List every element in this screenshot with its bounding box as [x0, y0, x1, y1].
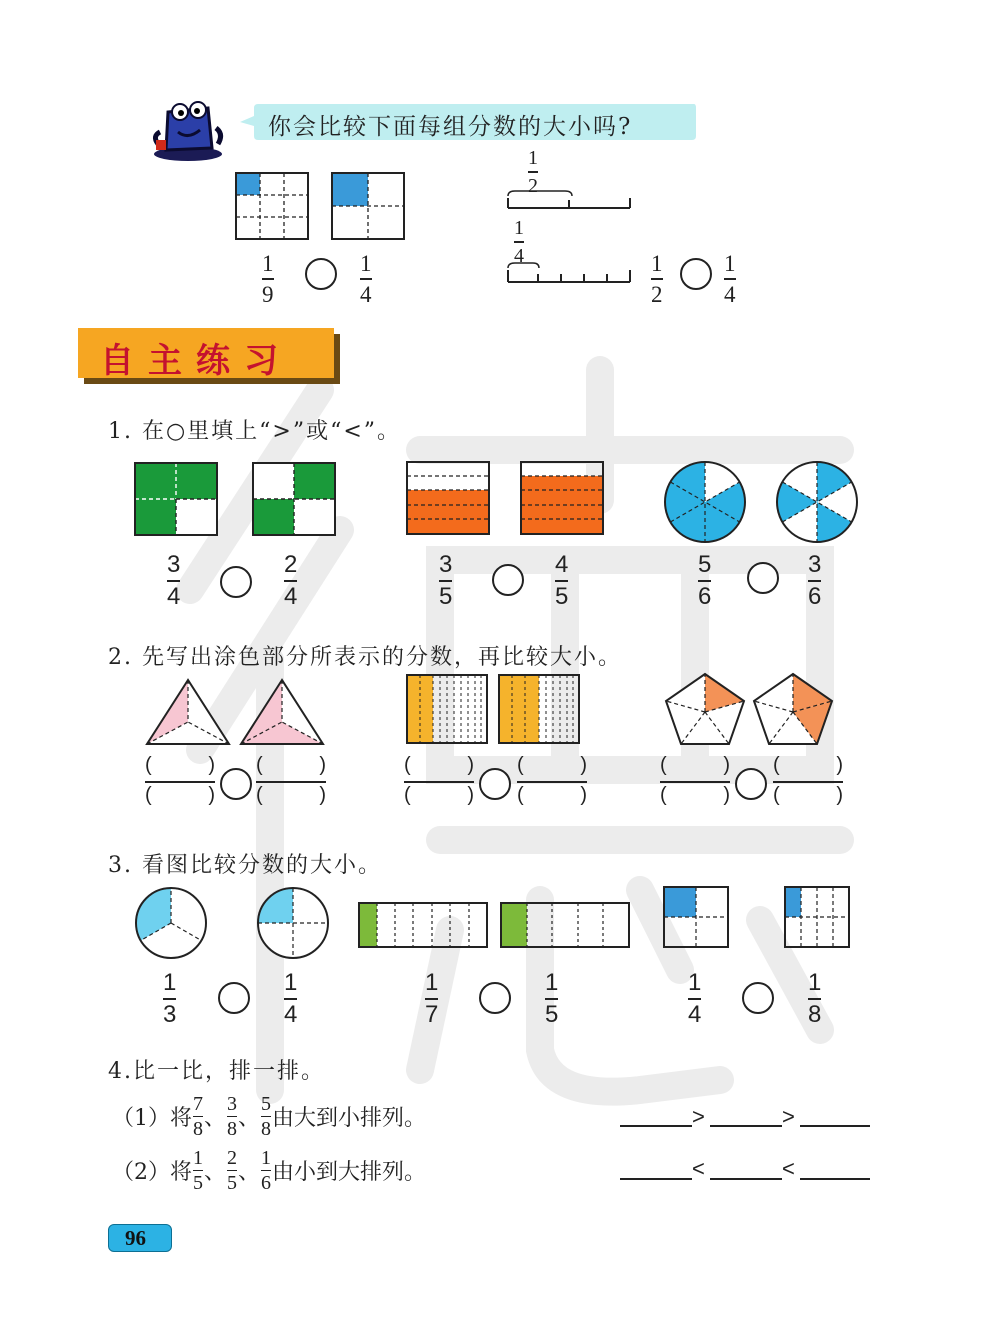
- sort-row-2: （2）将 $\frac{1}{5}$ 、 $\frac{2}{5}$ 、 $\frac{1}{6}$ 由小到大排列。: [112, 1147, 427, 1194]
- bar-sevenths: [358, 902, 490, 952]
- page-number: 96: [125, 1226, 146, 1250]
- sort-row-1: （1）将 $\frac{7}{8}$ 、 $\frac{3}{8}$ 、 $\frac{5}{8}$ 由大到小排列。: [112, 1093, 427, 1140]
- fraction: 3 6: [808, 551, 822, 610]
- fraction: 3 4: [167, 551, 181, 610]
- compare-circle[interactable]: [305, 258, 337, 290]
- q2-title: 2. 先写出涂色部分所表示的分数，再比较大小。: [108, 645, 622, 670]
- answer-blank[interactable]: [710, 1125, 782, 1127]
- compare-circle[interactable]: [479, 768, 511, 800]
- fraction: 3 5: [439, 551, 453, 610]
- triangle-shaded-2: [239, 678, 325, 750]
- fraction: $\frac{7}{8}$: [193, 1093, 203, 1140]
- yellow-rect-2: [498, 674, 580, 748]
- answer-blank[interactable]: [620, 1178, 692, 1180]
- green-square-3-4: [134, 462, 218, 540]
- circle-quarters: [256, 886, 330, 964]
- compare-circle[interactable]: [735, 768, 767, 800]
- q1-title: 1. 在○里填上“>”或“<”。: [108, 419, 402, 444]
- fraction: 1 4: [284, 969, 298, 1028]
- fraction: 1 4: [688, 969, 702, 1028]
- operator: >: [692, 1104, 705, 1129]
- square-quarters: [663, 886, 729, 952]
- fraction: $\frac{1}{6}$: [261, 1147, 272, 1194]
- fraction: 1 8: [808, 969, 822, 1028]
- blank-fraction[interactable]: ( ) ( ): [145, 754, 215, 806]
- fraction-1-9: 1 9: [262, 251, 274, 307]
- label-quarter: 1 4: [514, 217, 524, 267]
- fraction: $\frac{3}{8}$: [227, 1093, 238, 1140]
- compare-circle[interactable]: [218, 982, 250, 1014]
- compare-circle[interactable]: [492, 564, 524, 596]
- operator: >: [782, 1104, 795, 1129]
- yellow-rect-1: [406, 674, 488, 748]
- blank-fraction[interactable]: ( ) ( ): [773, 754, 843, 806]
- compare-circle[interactable]: [479, 982, 511, 1014]
- triangle-shaded-1: [145, 678, 231, 750]
- answer-blank[interactable]: [800, 1125, 870, 1127]
- fraction-1-4: 1 4: [360, 251, 372, 307]
- banner-text: 自主练习: [100, 341, 292, 381]
- speech-bubble: [236, 102, 698, 142]
- fraction: $\frac{2}{5}$: [227, 1147, 238, 1194]
- fraction: 4 5: [555, 551, 569, 610]
- q4-title: 4.比一比，排一排。: [108, 1059, 325, 1084]
- q3-title: 3. 看图比较分数的大小。: [108, 853, 382, 878]
- fraction: 5 6: [698, 551, 712, 610]
- compare-circle[interactable]: [680, 258, 712, 290]
- blank-fraction[interactable]: ( ) ( ): [517, 754, 587, 806]
- section-banner: [78, 328, 340, 384]
- bar-halves: [505, 190, 635, 234]
- orange-rect-4-5: [520, 461, 604, 539]
- fraction-1-2: 1 2: [651, 251, 663, 307]
- grid-quarters: [331, 172, 405, 244]
- compare-circle[interactable]: [220, 768, 252, 800]
- fraction: 1 3: [163, 969, 177, 1028]
- circle-5-6: [663, 460, 747, 548]
- circle-thirds: [134, 886, 208, 964]
- answer-blank[interactable]: [800, 1178, 870, 1180]
- pentagon-shaded-1: [664, 672, 746, 750]
- fraction: $\frac{5}{8}$: [261, 1093, 272, 1140]
- green-square-2-4: [252, 462, 336, 540]
- grid-ninths: [235, 172, 309, 244]
- compare-circle[interactable]: [747, 562, 779, 594]
- square-eighths: [784, 886, 850, 952]
- blank-fraction[interactable]: ( ) ( ): [256, 754, 326, 806]
- label-half: 1 2: [528, 147, 538, 197]
- blank-fraction[interactable]: ( ) ( ): [404, 754, 474, 806]
- orange-rect-3-5: [406, 461, 490, 539]
- blank-fraction[interactable]: ( ) ( ): [660, 754, 730, 806]
- answer-blank[interactable]: [620, 1125, 692, 1127]
- fraction: 1 7: [425, 969, 439, 1028]
- answer-blank[interactable]: [710, 1178, 782, 1180]
- fraction: 1 5: [545, 969, 559, 1028]
- circle-3-6: [775, 460, 859, 548]
- compare-circle[interactable]: [220, 566, 252, 598]
- fraction: 2 4: [284, 551, 298, 610]
- fraction: $\frac{1}{5}$: [193, 1147, 203, 1194]
- operator: <: [692, 1156, 705, 1181]
- mascot-icon: [148, 92, 228, 162]
- speech-text: 你会比较下面每组分数的大小吗?: [268, 114, 633, 140]
- fraction-1-4: 1 4: [724, 251, 736, 307]
- pentagon-shaded-2: [752, 672, 834, 750]
- compare-circle[interactable]: [742, 982, 774, 1014]
- bar-quarters: [505, 262, 635, 290]
- bar-fifths: [500, 902, 632, 952]
- operator: <: [782, 1156, 795, 1181]
- page-number-badge: [108, 1224, 172, 1252]
